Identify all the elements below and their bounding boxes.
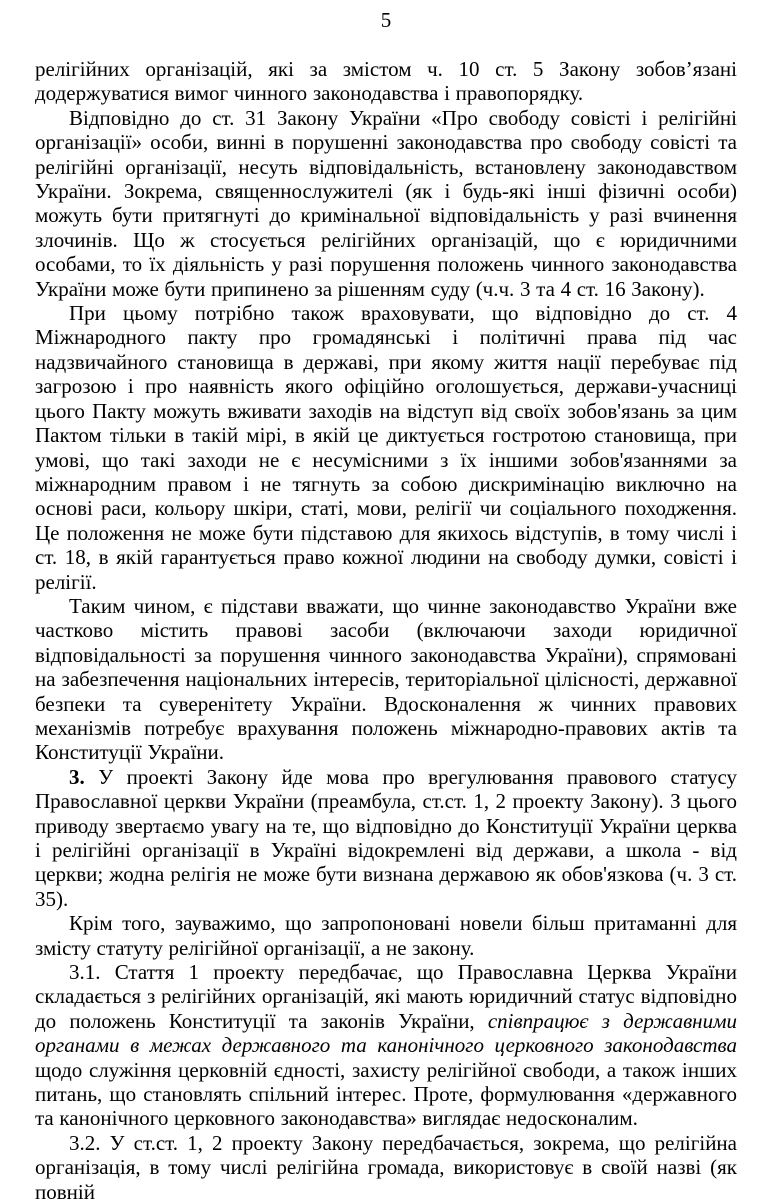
text-run: При цьому потрібно також враховувати, що відповідно до ст. 4 Міжнародного пакту про громадянські і політичні права під час надзвичайного становища в державі, при якому життя нації перебуває під загрозою і про наявність якого офіційно оголошується, держави-учасниці цього Пакту можуть вживати заходів на відступ від своїх зобов'язань за цим Пактом тільки в такій мірі, в якій це диктується гостротою становища, при умові, що такі заходи не є несумісними з їх іншими зобов'язаннями за міжнародним правом і не тягнуть за собою дискримінацію виключно на основі раси, кольору шкіри, статі, мови, релігії чи соціального походження. Це положення не може бути підставою для якихось відступів, в тому числі і ст. 18, в якій гарантується право кожної людини на свободу думки, совісті і релігії. (35, 301, 737, 594)
paragraph (35, 960, 737, 1131)
paragraph (35, 765, 737, 911)
text-run: 3.2. У ст.ст. 1, 2 проекту Закону передбачається, зокрема, що релігійна організація, в тому числі релігійна громада, використовує в своїй назві (як повній (35, 1130, 737, 1204)
document-body (35, 57, 737, 1204)
paragraph (35, 57, 737, 106)
bold-run: 3. (69, 764, 85, 789)
text-run: Крім того, зауважимо, що запропоновані новели більш притаманні для змісту статуту релігійної організації, а не закону. (35, 911, 737, 960)
paragraph (35, 301, 737, 594)
paragraph (35, 911, 737, 960)
italic-run: співпрацює з державними органами в межах державного та канонічного церковного законодавства (35, 1008, 738, 1058)
paragraph (35, 594, 737, 765)
text-run: Відповідно до ст. 31 Закону України «Про свободу совісті і релігійні організації» особи, винні в порушенні законодавства про свободу совісті та релігійні організації, несуть відповідальність, встановлену законодавством України. Зокрема, священнослужителі (як і будь-які інші фізичні особи) можуть бути притягнуті до кримінальної відповідальність у разі вчинення злочинів. Що ж стосується релігійних організацій, що є юридичними особами, то їх діяльність у разі порушення положень чинного законодавства України може бути припинено за рішенням суду (ч.ч. 3 та 4 ст. 16 Закону). (35, 105, 737, 301)
text-run: Таким чином, є підстави вважати, що чинне законодавство України вже частково містить правові засоби (включаючи заходи юридичної відповідальності за порушення чинного законодавства України), спрямовані на забезпечення національних інтересів, територіальної цілісності, державної безпеки та суверенітету України. Вдосконалення ж чинних правових механізмів потребує врахування положень міжнародно-правових актів та Конституції України. (35, 593, 737, 765)
text-run: релігійних організацій, які за змістом ч. 10 ст. 5 Закону зобов’язані додержуватися вимог чинного законодавства і правопорядку. (35, 57, 737, 106)
paragraph (35, 1131, 737, 1204)
paragraph (35, 106, 737, 301)
page-number: 5 (380, 8, 392, 32)
text-run: 3.1. Стаття 1 проекту передбачає, що Православна Церква України складається з релігійних організацій, які мають юридичний статус відповідно до положень Конституції та законів України, (35, 960, 737, 1033)
text-run: У проекті Закону йде мова про врегулювання правового статусу Православної церкви України (преамбула, ст.ст. 1, 2 проекту Закону). З цього приводу звертаємо увагу на те, що відповідно до Конституції України церква і релігійні організації в Україні відокремлені від держави, а школа - від церкви; жодна релігія не може бути визнана державою як обов'язкова (ч. 3 ст. 35). (35, 764, 737, 911)
text-run: щодо служіння церковній єдності, захисту релігійної свободи, а також інших питань, що становлять спільний інтерес. Проте, формулювання «державного та канонічного церковного законодавства» виглядає недосконалим. (35, 1057, 737, 1131)
